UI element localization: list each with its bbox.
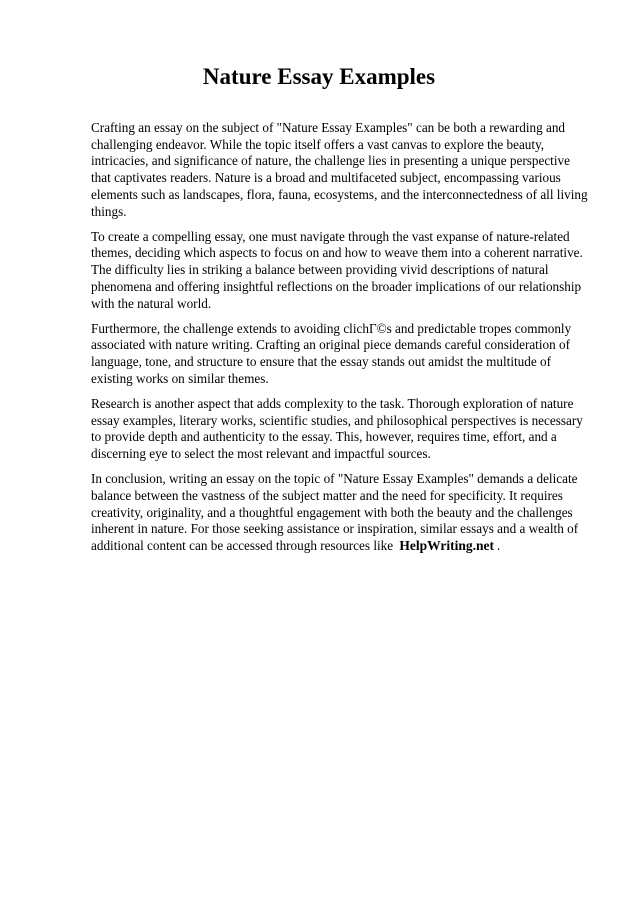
document-body xyxy=(91,120,593,563)
paragraph-1: Crafting an essay on the subject of "Nature Essay Examples" can be both a rewarding and challenging endeavor. While the topic itself offers a vast canvas to explore the beauty, intricacies, and significance of nature, the challenge lies in presenting a unique perspective that captivates readers. Nature is a broad and multifaceted subject, encompassing various elements such as landscapes, flora, fauna, ecosystems, and the interconnectedness of all living things. xyxy=(91,120,588,219)
closing-paragraph-text: In conclusion, writing an essay on the topic of "Nature Essay Examples" demands a delicate balance between the vastness of the subject matter and the need for specificity. It requires creativity, originality, and a thoughtful engagement with both the beauty and the challenges inherent in nature. For those seeking assistance or inspiration, similar essays and a wealth of additional content can be accessed through resources like xyxy=(91,471,579,554)
document-title: Nature Essay Examples xyxy=(202,64,436,89)
closing-punctuation: . xyxy=(497,538,501,554)
paragraph-2: To create a compelling essay, one must navigate through the vast expanse of nature-related themes, deciding which aspects to focus on and how to weave them into a coherent narrative. The difficulty lies in striking a balance between providing vivid descriptions of natural phenomena and offering insightful reflections on the broader implications of our relationship with the natural world. xyxy=(91,228,583,311)
helpwriting-link[interactable]: HelpWriting.net xyxy=(399,538,495,554)
paragraph-4: Research is another aspect that adds complexity to the task. Thorough exploration of nature essay examples, literary works, scientific studies, and philosophical perspectives is necessary to provide depth and authenticity to the essay. This, however, requires time, effort, and a discerning eye to select the most relevant and impactful sources. xyxy=(91,396,583,462)
paragraph-5 xyxy=(91,471,593,555)
paragraph-3: Furthermore, the challenge extends to avoiding clichГ©s and predictable tropes commonly associated with nature writing. Crafting an original piece demands careful consideration of language, tone, and structure to ensure that the essay stands out amidst the multitude of existing works on similar themes. xyxy=(91,320,572,386)
